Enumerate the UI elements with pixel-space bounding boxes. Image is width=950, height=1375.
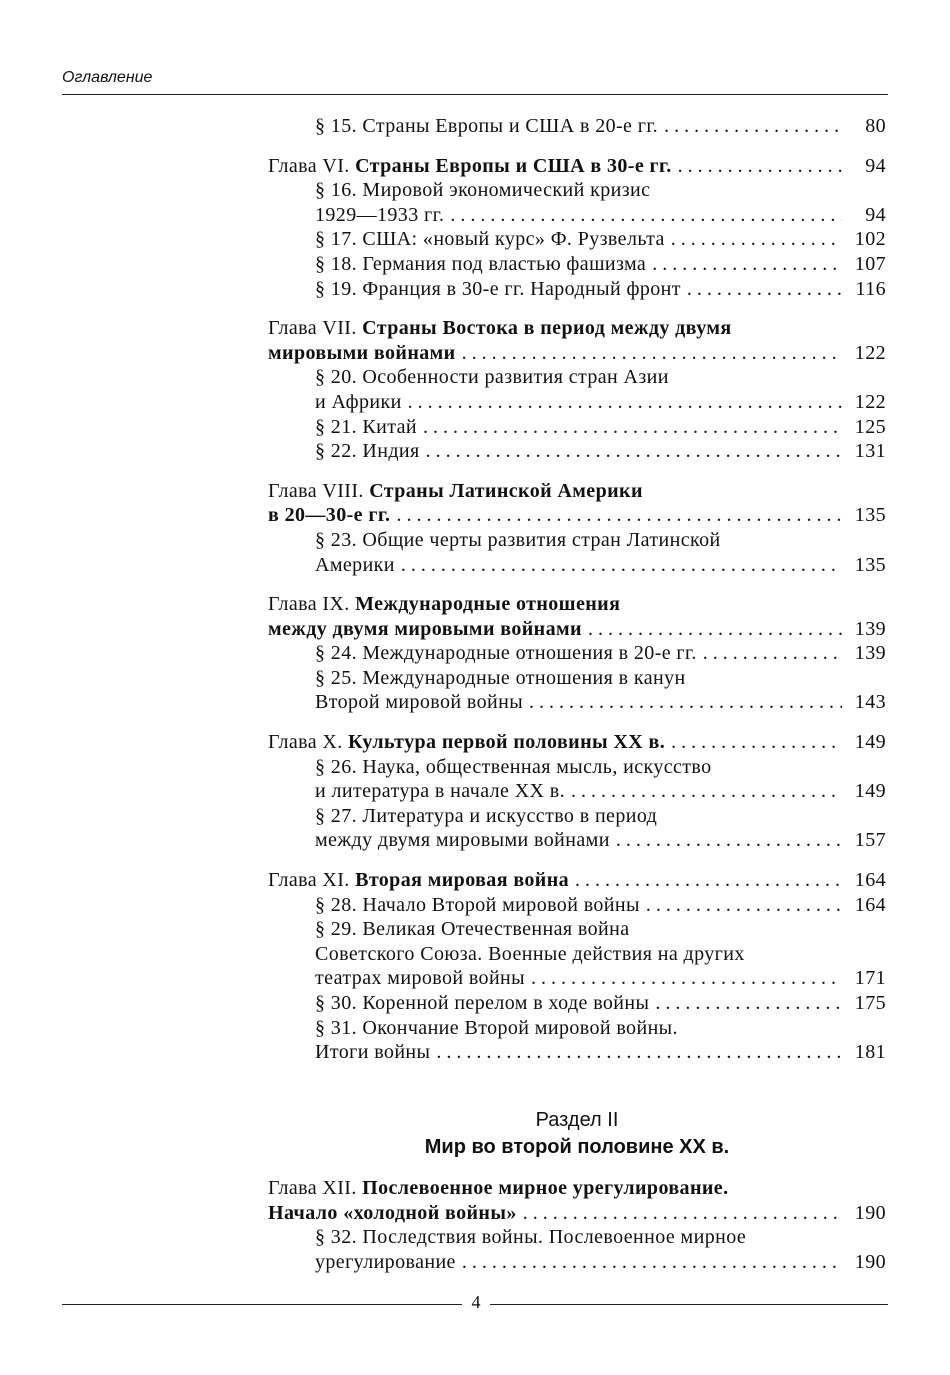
- section-entry: [268, 966, 886, 991]
- section-title: театрах мировой войны: [315, 967, 526, 990]
- chapter-entry: [268, 868, 886, 893]
- section-entry: [268, 1016, 886, 1041]
- chapter-prefix: Глава VII.: [268, 317, 363, 340]
- section-title: § 17. США: «новый курс» Ф. Рузвельта: [315, 228, 665, 251]
- chapter-title: [268, 1201, 517, 1226]
- chapter-title: [268, 617, 582, 642]
- chapter-title: [268, 592, 620, 617]
- section-prefix: § 15.: [315, 115, 363, 137]
- page-ref: 94: [865, 154, 886, 177]
- section-title: § 23. Общие черты развития стран Латинской: [315, 528, 721, 551]
- chapter-name: Страны Востока в период между двумя: [362, 317, 732, 340]
- section-entry: [268, 893, 886, 918]
- dot-leader: [687, 277, 842, 302]
- section-entry: [268, 252, 886, 277]
- dot-leader: [646, 893, 842, 918]
- chapter-entry: [268, 341, 886, 366]
- part-label: Раздел II: [535, 1109, 619, 1131]
- section-entry: [268, 227, 886, 252]
- section-title: Итоги войны: [315, 1041, 431, 1064]
- section-entry: [268, 415, 886, 440]
- dot-leader: [529, 690, 842, 715]
- section-title: § 21. Китай: [315, 415, 418, 438]
- chapter-title: [268, 503, 390, 528]
- section-entry: [268, 828, 886, 853]
- part-heading: [268, 1107, 886, 1161]
- section-entry: [268, 528, 886, 553]
- dot-leader: [531, 966, 842, 991]
- chapter-entry: [268, 1201, 886, 1226]
- chapter-name: Международные отношения: [355, 593, 621, 616]
- section-title: [315, 114, 658, 139]
- chapter-title: [268, 154, 672, 179]
- section-title: § 19. Франция в 30-е гг. Народный фронт: [315, 277, 681, 300]
- dot-leader: [462, 341, 842, 366]
- footer-divider-left: [62, 1304, 462, 1305]
- page-ref: 116: [855, 277, 886, 300]
- toc-group: [268, 114, 886, 139]
- page-ref: 135: [854, 504, 886, 527]
- chapter-name: Страны Латинской Америки: [369, 479, 643, 502]
- section-entry: [268, 755, 886, 780]
- dot-leader: [671, 227, 842, 252]
- section-title: § 22. Индия: [315, 440, 420, 463]
- dot-leader: [523, 1201, 842, 1226]
- dot-leader: [616, 828, 842, 853]
- section-entry: [268, 1250, 886, 1275]
- chapter-title: [268, 868, 569, 893]
- toc-group: [268, 316, 886, 464]
- toc-group: [268, 1176, 886, 1274]
- part-title: Мир во второй половине XX в.: [424, 1136, 730, 1158]
- section-entry: [268, 804, 886, 829]
- section-entry: [268, 1040, 886, 1065]
- chapter-entry: [268, 1176, 886, 1201]
- dot-leader: [401, 553, 842, 578]
- chapter-prefix: Глава VIII.: [268, 479, 370, 502]
- page-ref: 102: [854, 228, 886, 251]
- section-entry: [268, 666, 886, 691]
- section-entry: [268, 439, 886, 464]
- dot-leader: [678, 154, 842, 179]
- chapter-title: [268, 479, 643, 504]
- dot-leader: [652, 252, 842, 277]
- section-title: урегулирование: [315, 1250, 456, 1273]
- section-entry: [268, 390, 886, 415]
- page-ref: 135: [854, 553, 886, 576]
- page-ref: 190: [854, 1201, 886, 1224]
- dot-leader: [664, 114, 842, 139]
- chapter-title: [268, 1176, 728, 1201]
- chapter-name: Вторая мировая война: [355, 869, 570, 892]
- chapter-entry: [268, 730, 886, 755]
- page-ref: 122: [854, 390, 886, 413]
- section-title: § 28. Начало Второй мировой войны: [315, 893, 640, 916]
- section-entry: [268, 203, 886, 228]
- page-ref: 131: [854, 440, 886, 463]
- footer-divider-right: [490, 1304, 888, 1305]
- section-title: § 27. Литература и искусство в период: [315, 804, 658, 827]
- toc-group: [268, 479, 886, 577]
- dot-leader: [426, 439, 842, 464]
- section-title: и Африки: [315, 390, 402, 413]
- dot-leader: [655, 991, 842, 1016]
- section-entry: [268, 178, 886, 203]
- chapter-entry: [268, 154, 886, 179]
- chapter-title: [268, 316, 732, 341]
- chapter-prefix: Глава XI.: [268, 869, 356, 892]
- page-ref: 171: [854, 967, 886, 990]
- toc-group: [268, 868, 886, 1065]
- section-title: § 32. Последствия войны. Послевоенное мирное: [315, 1226, 747, 1249]
- chapter-title: [268, 730, 665, 755]
- chapter-name: Начало «холодной войны»: [268, 1201, 517, 1224]
- section-title: Второй мировой войны: [315, 691, 524, 714]
- table-of-contents-continued: [268, 1176, 886, 1289]
- page-ref: 175: [854, 992, 886, 1014]
- chapter-name: между двумя мировыми войнами: [268, 617, 582, 640]
- chapter-prefix: Глава X.: [268, 731, 349, 754]
- toc-group: [268, 592, 886, 715]
- section-entry: [268, 690, 886, 715]
- section-entry: [268, 1225, 886, 1250]
- section-title: § 25. Международные отношения в канун: [315, 666, 686, 689]
- chapter-entry: [268, 479, 886, 504]
- chapter-prefix: Глава IX.: [268, 593, 356, 616]
- section-title: § 24. Международные отношения в 20-е гг.: [315, 642, 697, 665]
- page-ref: 149: [854, 731, 886, 754]
- chapter-name: Послевоенное мирное урегулирование.: [362, 1177, 729, 1199]
- dot-leader: [436, 1040, 842, 1065]
- section-entry: [268, 779, 886, 804]
- section-title: § 31. Окончание Второй мировой войны.: [315, 1016, 678, 1039]
- page-ref: 107: [854, 252, 886, 275]
- section-entry: [268, 917, 886, 942]
- chapter-prefix: Глава VI.: [268, 154, 356, 177]
- chapter-name: в 20—30-е гг.: [268, 504, 391, 527]
- chapter-entry: [268, 617, 886, 642]
- section-entry: [268, 991, 886, 1016]
- page-ref: 190: [854, 1250, 886, 1273]
- section-entry: [268, 365, 886, 390]
- dot-leader: [703, 641, 842, 666]
- page-number: 4: [471, 1292, 481, 1312]
- section-title: § 30. Коренной перелом в ходе войны: [315, 992, 650, 1014]
- page-ref: 143: [854, 691, 886, 714]
- dot-leader: [408, 390, 842, 415]
- page-ref: 94: [865, 203, 886, 226]
- page-ref: 181: [854, 1041, 886, 1064]
- section-title: § 26. Наука, общественная мысль, искусство: [315, 755, 712, 778]
- chapter-name: Культура первой половины XX в.: [348, 731, 666, 754]
- chapter-entry: [268, 503, 886, 528]
- section-name: Страны Европы и США в 20-е гг.: [362, 115, 659, 137]
- section-entry: [268, 641, 886, 666]
- section-entry: [268, 277, 886, 302]
- page-ref: 80: [865, 115, 886, 137]
- page-ref: 157: [854, 829, 886, 852]
- toc-group: [268, 730, 886, 853]
- dot-leader: [450, 203, 842, 228]
- section-title: § 16. Мировой экономический кризис: [315, 179, 651, 202]
- page-ref: 139: [854, 617, 886, 640]
- page-ref: 164: [854, 869, 886, 892]
- dot-leader: [571, 779, 842, 804]
- dot-leader: [671, 730, 842, 755]
- section-title: § 20. Особенности развития стран Азии: [315, 366, 669, 389]
- chapter-title: [268, 341, 456, 366]
- dot-leader: [423, 415, 842, 440]
- section-entry: [268, 942, 886, 967]
- page-ref: 164: [854, 893, 886, 916]
- section-title: 1929—1933 гг.: [315, 203, 445, 226]
- section-title: § 18. Германия под властью фашизма: [315, 252, 647, 275]
- chapter-prefix: Глава XII.: [268, 1177, 363, 1199]
- chapter-entry: [268, 592, 886, 617]
- section-entry: [268, 553, 886, 578]
- section-title: § 29. Великая Отечественная война: [315, 918, 630, 941]
- section-title: Америки: [315, 553, 395, 576]
- page-ref: 139: [854, 642, 886, 665]
- dot-leader: [588, 617, 842, 642]
- dot-leader: [396, 503, 842, 528]
- header-divider: [62, 94, 888, 95]
- chapter-name: мировыми войнами: [268, 341, 456, 364]
- section-title: Советского Союза. Военные действия на других: [315, 942, 745, 965]
- page-ref: 149: [854, 780, 886, 803]
- chapter-entry: [268, 316, 886, 341]
- dot-leader: [462, 1250, 842, 1275]
- dot-leader: [575, 868, 842, 893]
- chapter-name: Страны Европы и США в 30-е гг.: [355, 154, 672, 177]
- table-of-contents: [268, 114, 886, 1080]
- section-title: и литература в начале XX в.: [315, 780, 566, 803]
- section-entry: [268, 114, 886, 139]
- page-ref: 125: [854, 415, 886, 438]
- page-ref: 122: [854, 341, 886, 364]
- toc-group: [268, 154, 886, 302]
- section-title: между двумя мировыми войнами: [315, 829, 610, 852]
- running-header: Оглавление: [62, 69, 153, 86]
